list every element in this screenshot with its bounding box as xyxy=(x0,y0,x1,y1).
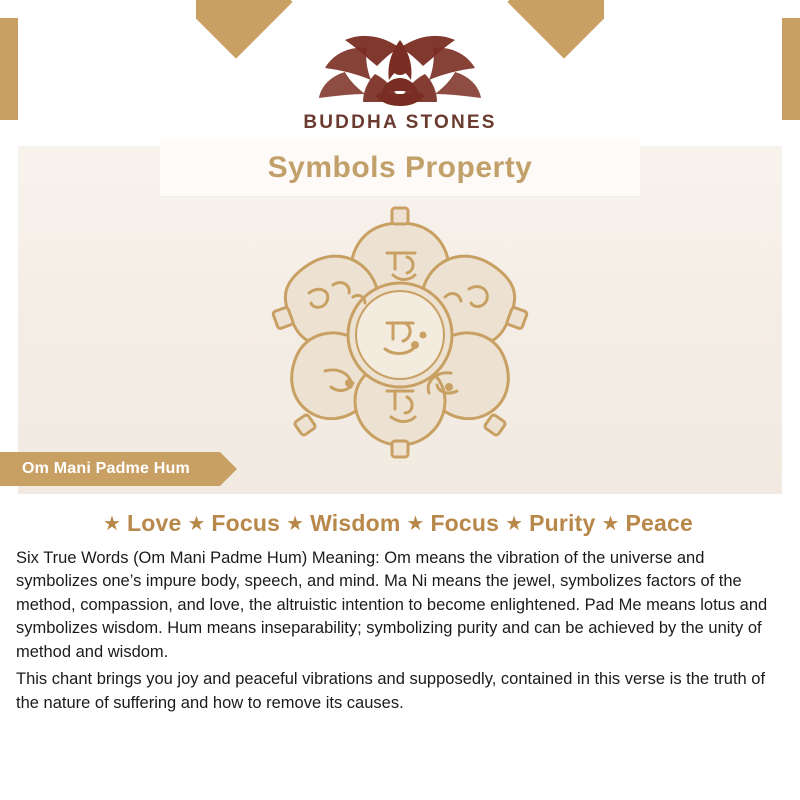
star-icon: ★ xyxy=(406,512,425,535)
star-icon: ★ xyxy=(286,512,305,535)
corner-notch-left xyxy=(0,0,196,18)
star-icon: ★ xyxy=(103,512,121,535)
keyword-purity: Purity xyxy=(529,510,596,536)
description-panel xyxy=(0,494,800,800)
brand-logo xyxy=(0,18,800,134)
mandala-illustration xyxy=(0,205,800,465)
lotus-meditation-figure-icon xyxy=(305,18,495,110)
keyword-love: Love xyxy=(126,510,182,536)
keyword-focus-1: Focus xyxy=(211,510,281,536)
corner-notch-right xyxy=(604,0,800,18)
om-mani-padme-hum-lotus-mandala-icon xyxy=(245,205,555,465)
keyword-focus-2: Focus xyxy=(430,510,500,536)
star-icon: ★ xyxy=(505,512,524,535)
star-icon: ★ xyxy=(601,512,620,535)
mantra-label-ribbon xyxy=(0,452,220,486)
mantra-label-text: Om Mani Padme Hum xyxy=(22,460,190,477)
page-title: Symbols Property xyxy=(267,151,533,184)
keyword-peace: Peace xyxy=(625,510,693,536)
star-icon: ★ xyxy=(187,512,206,535)
keyword-wisdom: Wisdom xyxy=(310,510,401,536)
keyword-list xyxy=(14,510,786,537)
brand-name: BUDDHA STONES xyxy=(303,112,497,133)
title-bar xyxy=(160,140,640,196)
description-paragraph-1: Six True Words (Om Mani Padme Hum) Meaning: Om means the vibration of the universe and symbolizes one’s impure body, speech, and mind. Ma Ni means the jewel, symbolizes factors of the method, compassion, and love, the altruistic intention to become enlightened. Pad Me means lotus and symbolizes wisdom. Hum means inseparability; symbolizing purity and can be achieved by the unity of method and wisdom. xyxy=(16,549,768,661)
description-paragraph-2: This chant brings you joy and peaceful vibrations and supposedly, contained in this verse is the truth of the nature of suffering and how to remove its causes. xyxy=(16,670,766,712)
